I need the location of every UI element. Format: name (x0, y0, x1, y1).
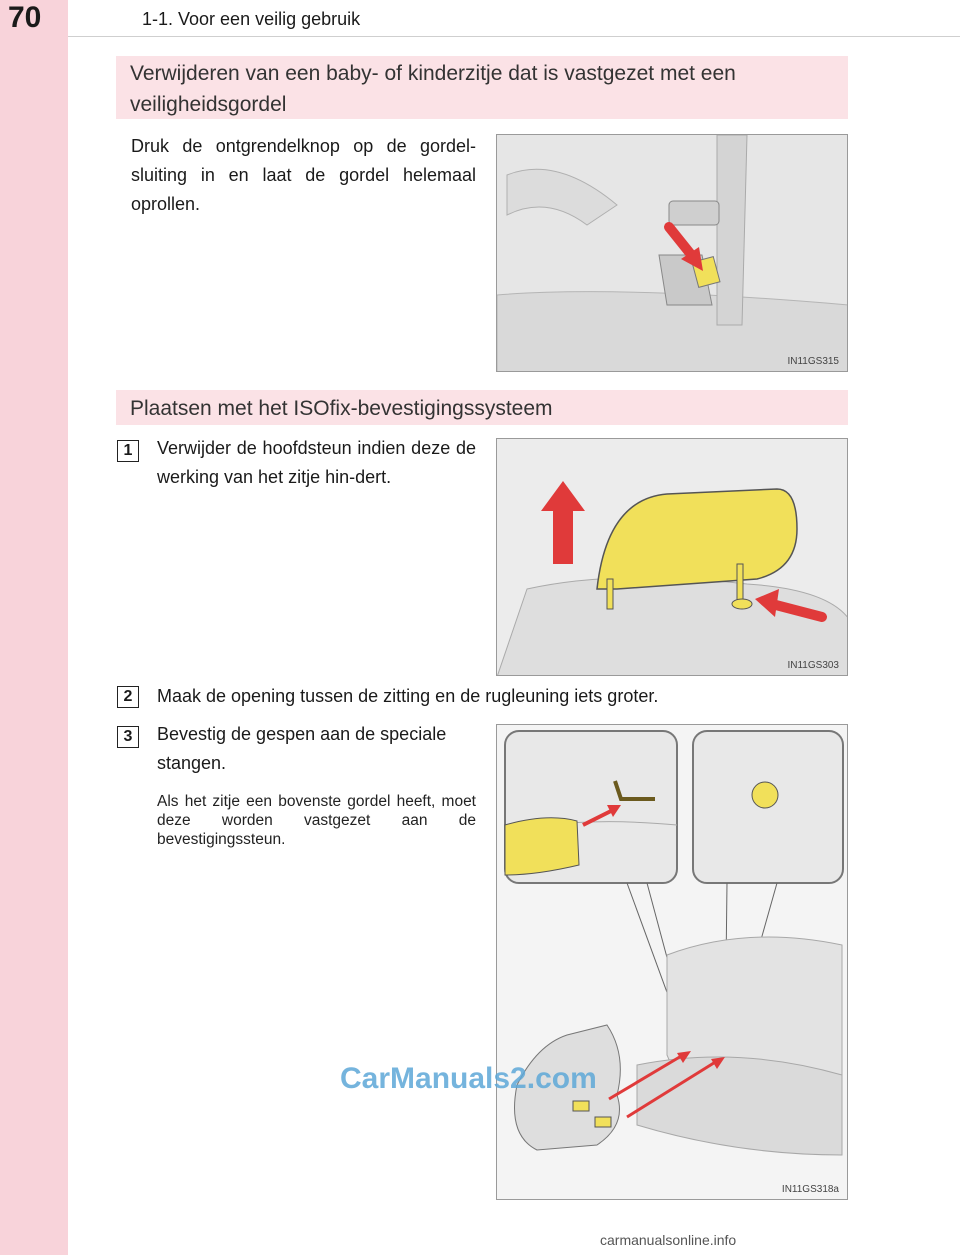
figure-code: IN11GS318a (781, 1184, 839, 1195)
step-number-3: 3 (117, 726, 139, 748)
step-number-2: 2 (117, 686, 139, 708)
figure-buckle-release (496, 134, 848, 372)
step-3-note: Als het zitje een bovenste gordel heeft, moet deze worden vastgezet aan de bevestigingssteun. (157, 793, 476, 848)
section-title-remove-seat: Verwijderen van een baby- of kinderzitje dat is vastgezet met een veiligheidsgordel (116, 56, 848, 122)
sidebar-tab (0, 0, 68, 1255)
step-2-text: Maak de opening tussen de zitting en de rugleuning iets groter. (157, 686, 659, 706)
figure-headrest-removal (496, 438, 848, 676)
watermark-carmanuals2: CarManuals2.com (340, 1062, 597, 1095)
watermark-carmanualsonline: carmanualsonline.info (600, 1232, 737, 1248)
chapter-title: 1-1. Voor een veilig gebruik (142, 9, 361, 29)
page-header (0, 0, 960, 40)
header-divider (68, 36, 960, 37)
remove-seat-instruction: Druk de ontgrendelknop op de gordel-sluiting in en laat de gordel helemaal oprollen. (131, 136, 476, 214)
figure-code: IN11GS315 (787, 356, 839, 367)
step-3-text: Bevestig de gespen aan de speciale stangen. (157, 724, 447, 773)
figure-isofix-attachment (496, 724, 848, 1200)
figure-code: IN11GS303 (787, 660, 839, 671)
step-number-1: 1 (117, 440, 139, 462)
isofix-illustration (497, 725, 848, 1200)
buckle-release-illustration (497, 135, 848, 372)
headrest-illustration (497, 439, 848, 676)
section-title-isofix: Plaatsen met het ISOfix-bevestigingssysteem (116, 390, 848, 428)
page-number: 70 (8, 1, 42, 34)
step-1-text: Verwijder de hoofdsteun indien deze de werking van het zitje hin-dert. (157, 438, 476, 487)
